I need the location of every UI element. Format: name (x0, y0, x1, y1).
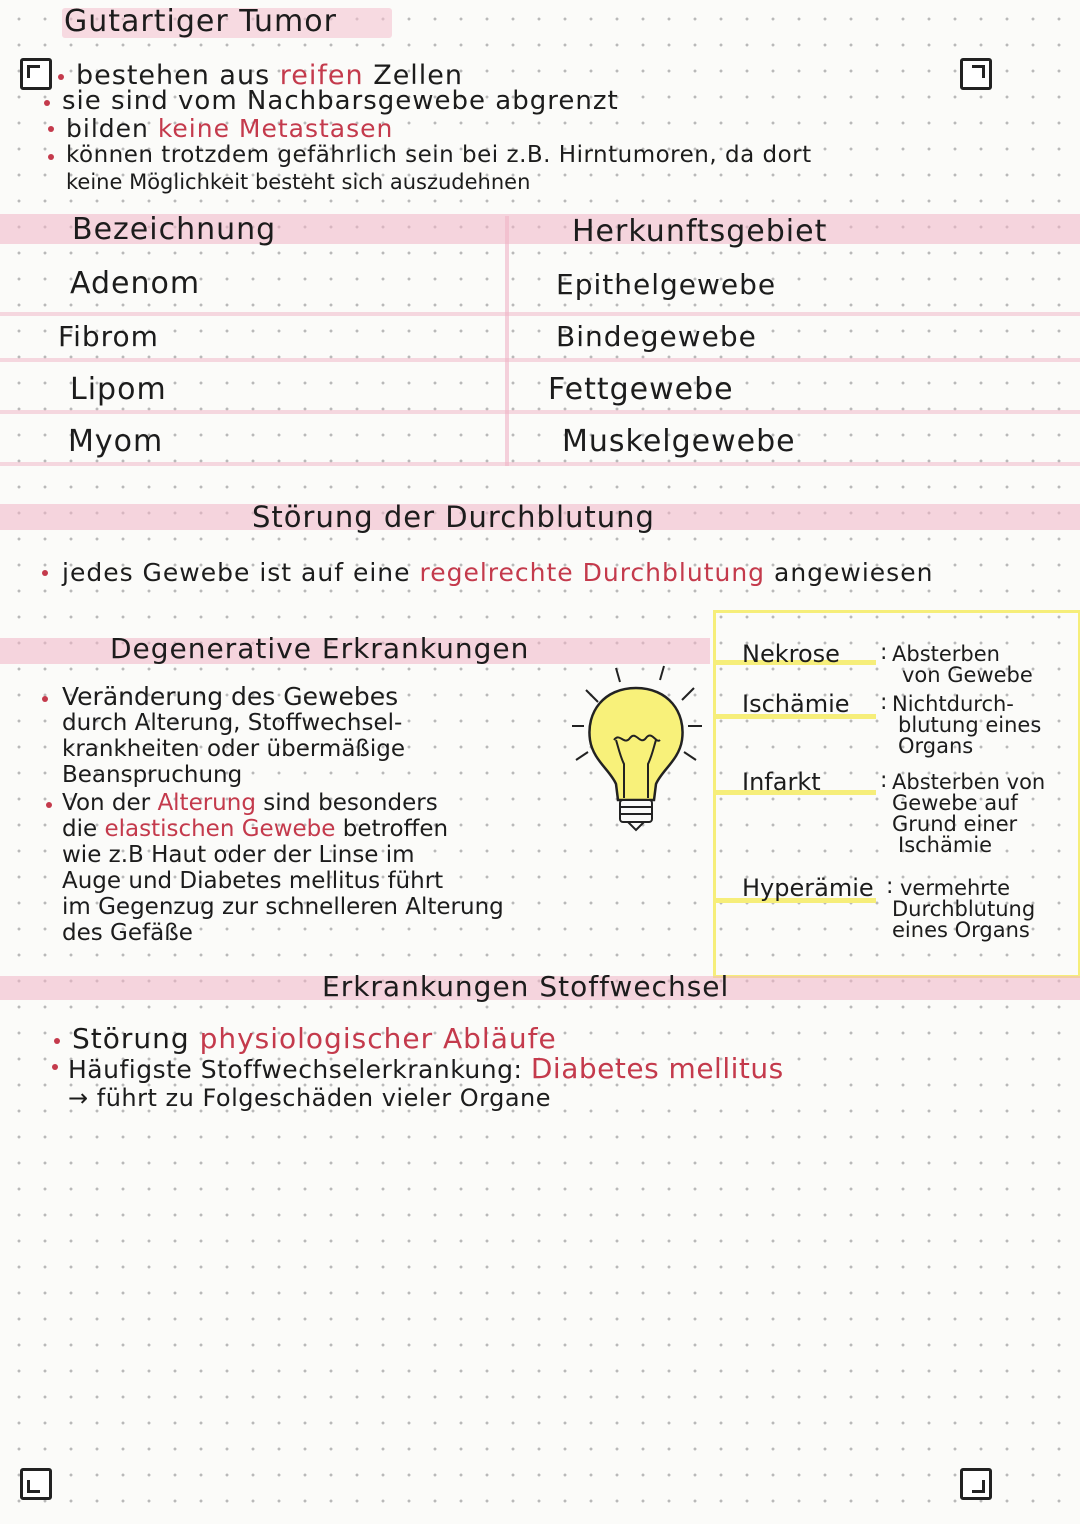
degenerative-bullet-2-line-2 (62, 816, 448, 842)
section-title-durchblutung: Störung der Durchblutung (252, 500, 655, 534)
table-cell-fibrom: Fibrom (58, 320, 159, 353)
text-segment: angewiesen (765, 558, 934, 587)
glossary-def-line: Durchblutung (892, 897, 1036, 921)
table-rule (0, 462, 1080, 466)
table-rule (0, 358, 1080, 362)
bullet-marker (48, 126, 54, 132)
glossary-def-line: von Gewebe (902, 663, 1033, 687)
degenerative-bullet-2-line-3: wie z.B Haut oder der Linse im (62, 842, 415, 868)
section-title-stoffwechsel: Erkrankungen Stoffwechsel (322, 970, 730, 1003)
glossary-def-hyperaemie (892, 878, 1072, 941)
glossary-def-ischaemie (892, 694, 1072, 757)
stoffwechsel-arrow-line: → führt zu Folgeschäden vieler Organe (68, 1084, 552, 1112)
glossary-def-line: Absterben von (892, 770, 1046, 794)
text-segment: bilden (66, 114, 158, 143)
table-cell-muskelgewebe: Muskelgewebe (562, 424, 796, 459)
text-segment: bestehen aus (76, 60, 280, 91)
bullet-marker (46, 802, 52, 808)
red-text-segment: Alterung (157, 790, 256, 816)
glossary-def-line: blutung eines (898, 713, 1042, 737)
text-segment: Zellen (363, 60, 464, 91)
glossary-def-line: vermehrte (900, 876, 1011, 900)
degenerative-bullet-2-line-1 (62, 790, 438, 816)
table-cell-lipom: Lipom (70, 372, 167, 407)
table-rule (0, 312, 1080, 316)
text-segment: jedes Gewebe ist auf eine (62, 558, 420, 587)
glossary-term-ischaemie: Ischämie (742, 690, 850, 718)
bullet-marker (42, 570, 48, 576)
tumor-bullet-4-continued: keine Möglichkeit besteht sich auszudehnen (66, 170, 531, 194)
section-title-degenerative: Degenerative Erkrankungen (110, 632, 530, 665)
glossary-def-nekrose (892, 644, 1072, 686)
glossary-term-infarkt: Infarkt (742, 768, 821, 796)
red-text-segment: regelrechte Durchblutung (419, 558, 766, 587)
glossary-def-line: Gewebe auf (892, 791, 1018, 815)
table-cell-myom: Myom (68, 424, 164, 459)
bullet-marker (44, 100, 50, 106)
bullet-marker (48, 154, 54, 160)
degenerative-bullet-1-line-2: durch Alterung, Stoffwechsel- (62, 710, 403, 736)
red-text-segment: keine Metastasen (157, 114, 394, 143)
glossary-def-line: eines Organs (892, 918, 1030, 942)
page-corner-icon-bottom-left (20, 1468, 52, 1500)
glossary-term-nekrose: Nekrose (742, 640, 840, 668)
degenerative-bullet-2-line-6: des Gefäße (62, 920, 193, 946)
glossary-def-line: Organs (898, 734, 974, 758)
glossary-def-line: Ischämie (898, 833, 993, 857)
glossary-separator: : (886, 874, 894, 899)
glossary-term-hyperaemie: Hyperämie (742, 874, 874, 902)
degenerative-bullet-1-line-4: Beanspruchung (62, 762, 243, 788)
degenerative-bullet-1-line-1: Veränderung des Gewebes (62, 682, 399, 711)
stoffwechsel-bullet-2 (68, 1052, 784, 1085)
degenerative-bullet-2-line-5: im Gegenzug zur schnelleren Alterung (62, 894, 504, 920)
glossary-def-line: Nichtdurch- (892, 692, 1014, 716)
table-header-bezeichnung: Bezeichnung (72, 212, 277, 247)
red-text-segment: elastischen Gewebe (104, 816, 336, 842)
text-segment: Von der (62, 790, 158, 816)
lightbulb-icon (566, 660, 706, 840)
bullet-marker (58, 74, 64, 80)
durchblutung-bullet (62, 558, 933, 587)
tumor-bullet-4: können trotzdem gefährlich sein bei z.B. Hirntumoren, da dort (66, 142, 812, 168)
table-cell-fettgewebe: Fettgewebe (548, 372, 734, 407)
page-corner-icon-top-left (20, 58, 52, 90)
red-text-segment: physiologischer Abläufe (199, 1022, 557, 1055)
bullet-marker (52, 1064, 58, 1070)
tumor-bullet-3 (66, 114, 393, 143)
table-header-herkunftsgebiet: Herkunftsgebiet (572, 214, 828, 249)
page-corner-icon-bottom-right (960, 1468, 992, 1500)
degenerative-bullet-2-line-4: Auge und Diabetes mellitus führt (62, 868, 444, 894)
glossary-def-infarkt (892, 772, 1072, 856)
text-segment: sie sind vom Nachbarsgewebe abgrenzt (62, 86, 619, 116)
glossary-separator: : (880, 640, 888, 665)
glossary-separator: : (880, 690, 888, 715)
stoffwechsel-bullet-1 (72, 1022, 557, 1055)
table-column-divider (505, 216, 509, 466)
text-segment: die (62, 816, 105, 842)
text-segment: betroffen (335, 816, 449, 842)
table-cell-bindegewebe: Bindegewebe (556, 320, 757, 353)
text-segment: sind besonders (255, 790, 438, 816)
bullet-marker (54, 1038, 60, 1044)
glossary-def-line: Absterben (892, 642, 1000, 666)
page-title: Gutartiger Tumor (64, 4, 337, 39)
red-text-segment: Diabetes mellitus (530, 1052, 784, 1085)
red-text-segment: reifen (279, 60, 364, 91)
text-segment: Störung (72, 1022, 200, 1055)
tumor-bullet-2 (62, 86, 619, 116)
text-segment: Häufigste Stoffwechselerkrankung: (68, 1055, 531, 1084)
table-rule (0, 410, 1080, 414)
glossary-separator: : (880, 768, 888, 793)
degenerative-bullet-1-line-3: krankheiten oder übermäßige (62, 736, 406, 762)
glossary-def-line: Grund einer (892, 812, 1018, 836)
page-corner-icon-top-right (960, 58, 992, 90)
bullet-marker (42, 696, 48, 702)
table-cell-epithelgewebe: Epithelgewebe (556, 268, 777, 301)
table-cell-adenom: Adenom (70, 266, 201, 301)
